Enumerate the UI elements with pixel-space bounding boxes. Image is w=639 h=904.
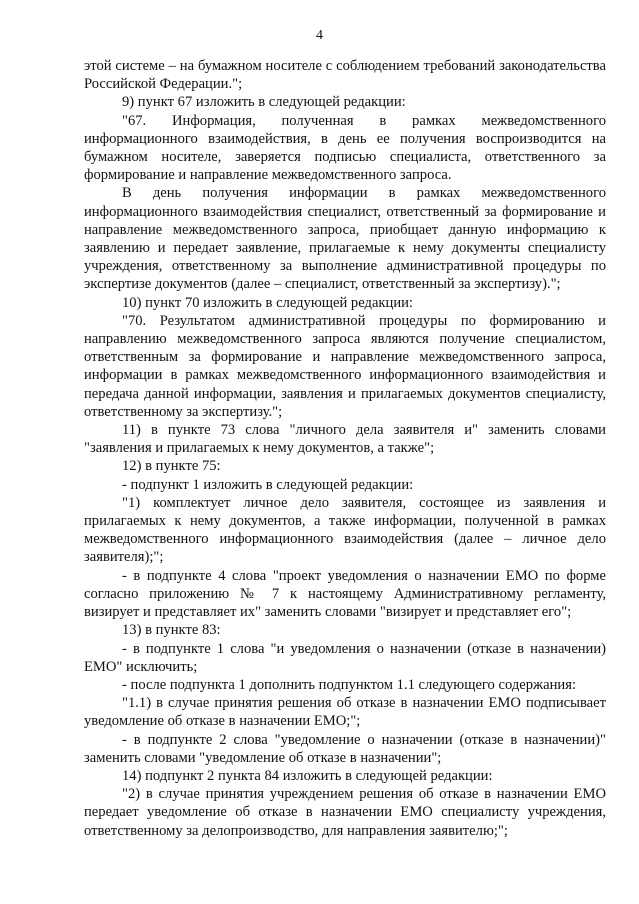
paragraph: - в подпункте 2 слова "уведомление о назначении (отказе в назначении)" заменить словами "уведомление об отказе в назначении"; [84,731,606,766]
paragraph: - подпункт 1 изложить в следующей редакции: [122,476,414,493]
paragraph: - в подпункте 4 слова "проект уведомления о назначении ЕМО по форме согласно приложению № 7 к настоящему Административному регламенту, визирует и представляет их" заменить словами "визирует и представляет его"; [84,567,606,621]
paragraph: этой системе – на бумажном носителе с соблюдением требований законодательства Российской Федерации."; [84,58,606,93]
paragraph: 9) пункт 67 изложить в следующей редакции: [122,94,406,111]
paragraph: 11) в пункте 73 слова "личного дела заявителя и" заменить словами "заявления и прилагаемых к нему документов, а также"; [84,422,606,457]
paragraph: 10) пункт 70 изложить в следующей редакции: [122,294,413,311]
paragraph: "1.1) в случае принятия решения об отказе в назначении ЕМО подписывает уведомление об отказе в назначении ЕМО;"; [84,695,606,730]
paragraph: "2) в случае принятия учреждением решения об отказе в назначении ЕМО передает уведомление об отказе в назначении ЕМО специалисту учреждения, ответственному за делопроизводство, для направления заявителю;"; [84,786,606,839]
paragraph: "1) комплектует личное дело заявителя, состоящее из заявления и прилагаемых к нему документов, а также информации, полученной в рамках межведомственного информационного взаимодействия (далее – личное дело заявителя);"; [84,494,606,566]
paragraph: "70. Результатом административной процедуры по формированию и направлению межведомственного запроса являются получение специалистом, ответственным за формирование и направление межведомственного запроса, информации в рамках межведомственного информационного взаимодействия и передача данной информации, заявления и прилагаемых документов специалисту, ответственному за экспертизу."; [84,312,606,420]
paragraph: "67. Информация, полученная в рамках межведомственного информационного взаимодействия, в день ее получения воспроизводится на бумажном носителе, заверяется подписью специалиста, ответственного за формирование и направление межведомственного запроса. [84,112,606,184]
document-body [84,57,606,840]
paragraph: 13) в пункте 83: [122,622,221,639]
paragraph: - в подпункте 1 слова "и уведомления о назначении (отказе в назначении) ЕМО" исключить; [84,640,606,675]
paragraph: В день получения информации в рамках межведомственного информационного взаимодействия специалист, ответственный за формирование и направление межведомственного запроса, приобщает данную информацию к заявлению и передает заявление, прилагаемые к нему документы специалисту учреждения, ответственному за выполнение административной процедуры по экспертизе документов (далее – специалист, ответственный за экспертизу)."; [84,185,606,293]
paragraph: - после подпункта 1 дополнить подпунктом 1.1 следующего содержания: [122,676,576,693]
page-number: 4 [316,28,323,43]
paragraph: 12) в пункте 75: [122,458,221,475]
paragraph: 14) подпункт 2 пункта 84 изложить в следующей редакции: [122,767,493,784]
